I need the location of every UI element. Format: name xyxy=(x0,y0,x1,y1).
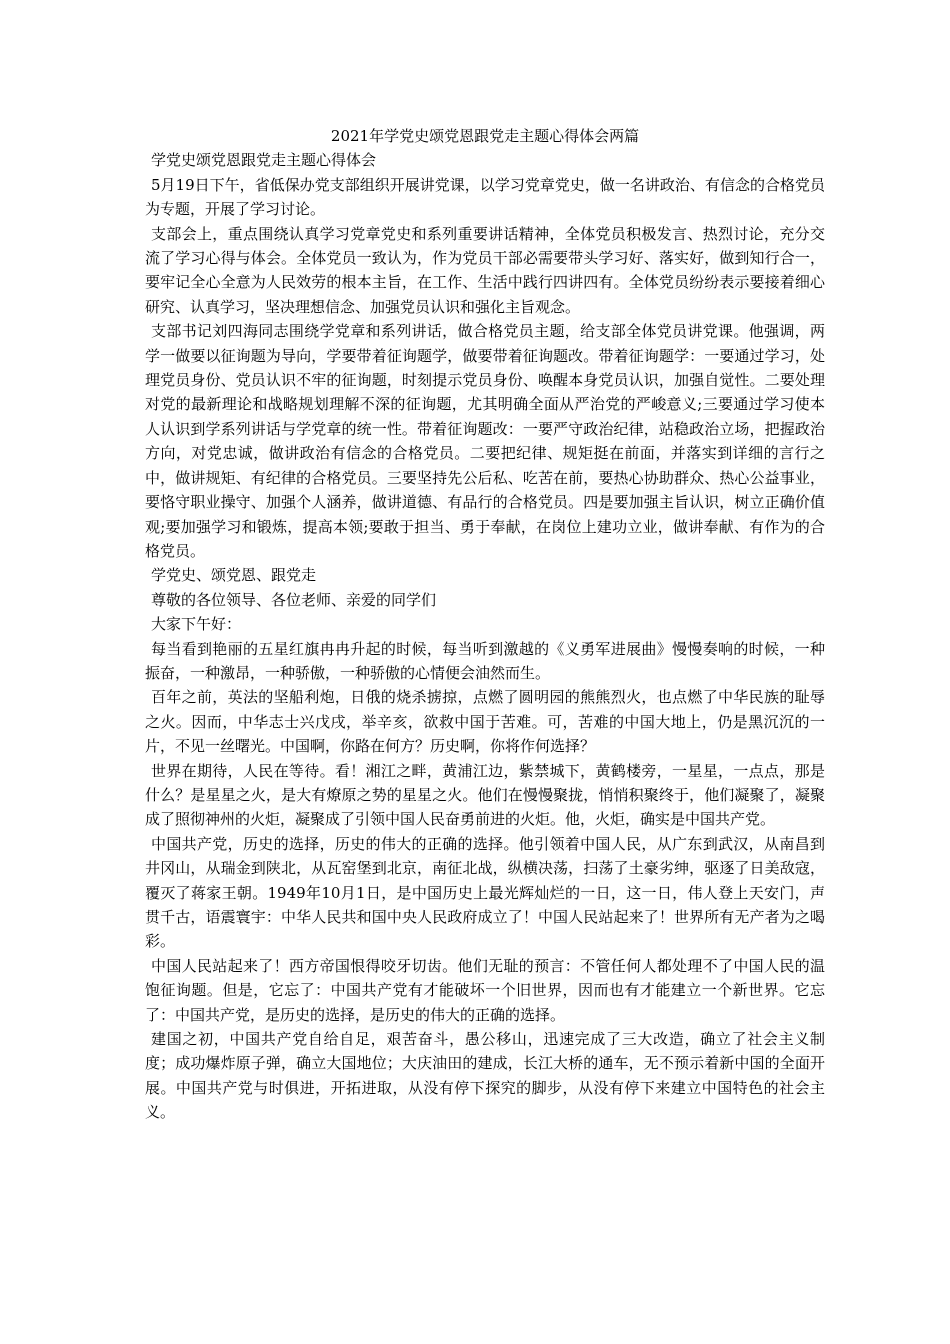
paragraph: 百年之前，英法的坚船利炮，日俄的烧杀掳掠，点燃了圆明园的熊熊烈火，也点燃了中华民族的耻辱之火。因而，中华志士兴戊戌，举辛亥，欲救中国于苦难。可，苦难的中国大地上，仍是黑沉沉的一片，不见一丝曙光。中国啊，你路在何方？历史啊，你将作何选择？ xyxy=(145,688,825,756)
paragraph-salutation: 尊敬的各位领导、各位老师、亲爱的同学们 xyxy=(151,590,437,609)
paragraph-greeting: 大家下午好： xyxy=(151,615,242,634)
paragraph: 支部会上，重点围绕认真学习党章党史和系列重要讲话精神，全体党员积极发言、热烈讨论，充分交流了学习心得与体会。全体党员一致认为，作为党员干部必需要带头学习好、落实好，做到知行合一，要牢记全心全意为人民效劳的根本主旨，在工作、生活中践行四讲四有。全体党员纷纷表示要接着细心研究、认真学习，坚决理想信念、加强党员认识和强化主旨观念。 xyxy=(145,224,825,316)
paragraph: 中国人民站起来了！西方帝国恨得咬牙切齿。他们无耻的预言：不管任何人都处理不了中国人民的温饱征询题。但是，它忘了：中国共产党有才能破坏一个旧世界，因而也有才能建立一个新世界。它忘了：中国共产党，是历史的选择，是历史的伟大的正确的选择。 xyxy=(145,956,825,1024)
paragraph: 5月19日下午，省低保办党支部组织开展讲党课，以学习党章党史，做一名讲政治、有信念的合格党员为专题，开展了学习讨论。 xyxy=(145,175,825,219)
document-page xyxy=(145,124,825,1125)
paragraph: 每当看到艳丽的五星红旗冉冉升起的时候，每当听到激越的《义勇军进展曲》慢慢奏响的时候，一种振奋，一种激昂，一种骄傲，一种骄傲的心情便会油然而生。 xyxy=(145,639,825,682)
paragraph: 中国共产党，历史的选择，历史的伟大的正确的选择。他引领着中国人民，从广东到武汉，从南昌到井冈山，从瑞金到陕北，从瓦窑堡到北京，南征北战，纵横决荡，扫荡了土豪劣绅，驱逐了日美敌寇，覆灭了蒋家王朝。1949年10月1日，是中国历史上最光辉灿烂的一日，这一日，伟人登上天安门，声贯千古，语震寰宇：中华人民共和国中央人民政府成立了！中国人民站起来了！世界所有无产者为之喝彩。 xyxy=(145,834,825,951)
paragraph: 世界在期待，人民在等待。看！湘江之畔，黄浦江边，紫禁城下，黄鹤楼旁，一星星，一点点，那是什么？是星星之火，是大有燎原之势的星星之火。他们在慢慢聚拢，悄悄积聚终于，他们凝聚了，凝聚成了照彻神州的火炬，凝聚成了引领中国人民奋勇前进的火炬。他，火炬，确实是中国共产党。 xyxy=(145,761,825,829)
paragraph: 支部书记刘四海同志围绕学党章和系列讲话，做合格党员主题，给支部全体党员讲党课。他强调，两学一做要以征询题为导向，学要带着征询题学，做要带着征询题改。带着征询题学：一要通过学习，处理党员身份、党员认识不牢的征询题，时刻提示党员身份、唤醒本身党员认识，加强自觉性。二要处理对党的最新理论和战略规划理解不深的征询题，尤其明确全面从严治党的严峻意义;三要通过学习使本人认识到学系列讲话与学党章的统一性。带着征询题改：一要严守政治纪律，站稳政治立场，把握政治方向，对党忠诚，做讲政治有信念的合格党员。二要把纪律、规矩挺在前面，并落实到详细的言行之中，做讲规矩、有纪律的合格党员。三要坚持先公后私、吃苦在前，要热心协助群众、热心公益事业，要恪守职业操守、加强个人涵养，做讲道德、有品行的合格党员。四是要加强主旨认识，树立正确价值观;要加强学习和锻炼，提高本领;要敢于担当、勇于奉献，在岗位上建功立业，做讲奉献、有作为的合格党员。 xyxy=(145,322,825,560)
document-title: 2021年学党史颂党恩跟党走主题心得体会两篇 xyxy=(330,127,640,145)
paragraph-subtitle-1: 学党史颂党恩跟党走主题心得体会 xyxy=(151,151,377,170)
paragraph-subtitle-2: 学党史、颂党恩、跟党走 xyxy=(151,566,317,585)
paragraph: 建国之初，中国共产党自给自足，艰苦奋斗，愚公移山，迅速完成了三大改造，确立了社会主义制度；成功爆炸原子弹，确立大国地位；大庆油田的建成，长江大桥的通车，无不预示着新中国的全面开展。中国共产党与时俱进，开拓进取，从没有停下探究的脚步，从没有停下来建立中国特色的社会主义。 xyxy=(145,1030,825,1122)
